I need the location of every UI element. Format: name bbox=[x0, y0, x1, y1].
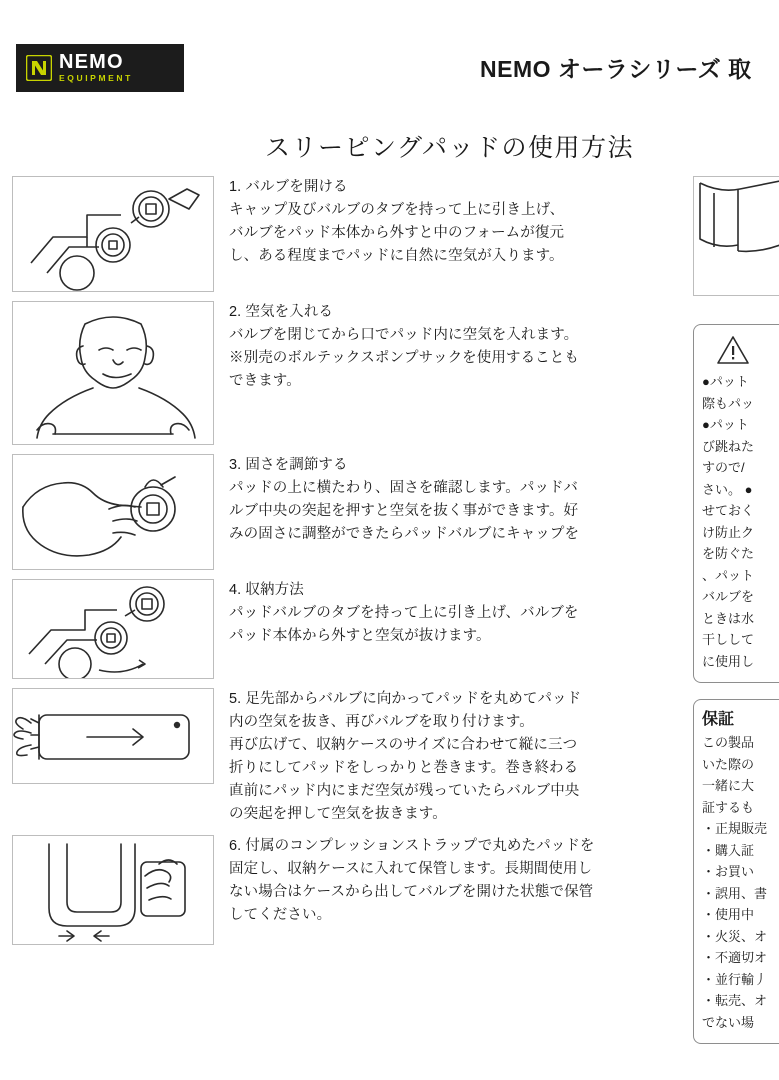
step-line: ルブ中央の突起を押すと空気を抜く事ができます。好 bbox=[229, 503, 579, 519]
warranty-line: この製品 bbox=[702, 735, 755, 750]
warning-triangle-icon bbox=[716, 335, 750, 365]
warning-line: び跳ねた bbox=[702, 438, 755, 454]
warranty-line: ・火災、オ bbox=[702, 928, 768, 944]
person-inflating-pad-icon bbox=[12, 301, 214, 445]
step-line: みの固さに調整ができたらパッドバルブにキャップを bbox=[229, 526, 580, 542]
step-line: パッドバルブのタブを持って上に引き上げ、バルブを bbox=[229, 605, 579, 621]
warning-line: 際もパッ bbox=[702, 395, 755, 411]
step-line: 4. 収納方法 bbox=[229, 582, 304, 598]
right-column bbox=[693, 176, 779, 1044]
list-item bbox=[12, 176, 662, 292]
step-line: 固定し、収納ケースに入れて保管します。長期間使用し bbox=[229, 861, 593, 877]
warranty-heading: 保証 bbox=[702, 711, 735, 728]
steps-list bbox=[12, 176, 662, 954]
warranty-line: 一緒に大 bbox=[702, 778, 755, 793]
compression-strap-hand-icon bbox=[12, 835, 214, 945]
warning-line: ●パット bbox=[702, 417, 749, 432]
step-line: 3. 固さを調節する bbox=[229, 457, 348, 473]
step-text bbox=[229, 688, 581, 826]
list-item bbox=[12, 301, 662, 445]
warranty-line: ・お買い bbox=[702, 864, 755, 879]
warranty-line: 証するも bbox=[702, 799, 755, 815]
warranty-panel bbox=[693, 699, 779, 1044]
step-line: ない場合はケースから出してバルブを開けた状態で保管 bbox=[229, 884, 594, 900]
step-line: 2. 空気を入れる bbox=[229, 304, 334, 320]
warranty-line: ・購入証 bbox=[702, 842, 755, 858]
step-line: できます。 bbox=[229, 373, 301, 389]
step-line: 1. バルブを開ける bbox=[229, 179, 348, 195]
step-text bbox=[229, 454, 579, 546]
step-line: 5. 足先部からバルブに向かってパッドを丸めてパッド bbox=[229, 691, 582, 707]
warranty-line: ・並行輸丿 bbox=[702, 971, 768, 987]
list-item bbox=[12, 835, 662, 945]
nemo-logo-subtitle: EQUIPMENT bbox=[59, 73, 133, 83]
nemo-logo-name: NEMO bbox=[59, 51, 124, 73]
list-item bbox=[12, 579, 662, 679]
warning-line: ●パット bbox=[702, 374, 749, 389]
warning-line: に使用し bbox=[702, 653, 755, 669]
nemo-logo-text bbox=[59, 52, 133, 84]
pad-rolling-arrow-icon bbox=[12, 688, 214, 784]
pad-valve-open-diagram-icon bbox=[12, 176, 214, 292]
warning-panel bbox=[693, 324, 779, 683]
warning-line: すので/ bbox=[702, 460, 745, 475]
step-text bbox=[229, 579, 579, 648]
warranty-line: でない場 bbox=[702, 1014, 755, 1030]
warranty-line: ・正規販売 bbox=[702, 821, 768, 836]
document-header bbox=[0, 44, 779, 94]
step-text bbox=[229, 835, 595, 927]
hand-pressing-valve-icon bbox=[12, 454, 214, 570]
step-line: 折りにしてパッドをしっかりと巻きます。巻き終わる bbox=[229, 760, 579, 776]
pad-corner-detail-icon bbox=[693, 176, 779, 296]
nemo-n-mark-icon bbox=[26, 55, 52, 81]
step-text bbox=[229, 301, 579, 393]
pad-valve-remove-diagram-icon bbox=[12, 579, 214, 679]
step-line: してください。 bbox=[229, 907, 332, 923]
step-line: バルブを閉じてから口でパッド内に空気を入れます。 bbox=[229, 327, 579, 343]
nemo-logo bbox=[16, 44, 184, 92]
warning-line: せておく bbox=[702, 503, 755, 518]
warning-line: け防止ク bbox=[702, 524, 755, 540]
section-heading: スリーピングパッドの使用方法 bbox=[265, 134, 635, 162]
step-line: バルブをパッド本体から外すと中のフォームが復元 bbox=[229, 225, 565, 241]
warning-line: 干しして bbox=[702, 632, 755, 647]
warranty-line: ・使用中 bbox=[702, 907, 755, 922]
step-line: パッド本体から外すと空気が抜けます。 bbox=[229, 628, 491, 644]
step-line: し、ある程度までパッドに自然に空気が入ります。 bbox=[229, 248, 564, 264]
warranty-line: ・転売、オ bbox=[702, 993, 768, 1008]
warning-line: さい。 ● bbox=[702, 481, 753, 497]
warning-line: バルブを bbox=[702, 589, 755, 604]
warranty-line: ・不適切オ bbox=[702, 950, 768, 965]
step-line: 内の空気を抜き、再びバルブを取り付けます。 bbox=[229, 714, 534, 730]
step-text bbox=[229, 176, 564, 268]
list-item bbox=[12, 454, 662, 570]
warranty-line: いた際の bbox=[702, 756, 755, 772]
step-line: ※別売のボルテックスポンプサックを使用することも bbox=[229, 350, 579, 366]
step-line: の突起を押して空気を抜きます。 bbox=[229, 806, 447, 822]
step-line: 再び広げて、収納ケースのサイズに合わせて縦に三つ bbox=[229, 737, 578, 753]
warning-line: を防ぐた bbox=[702, 546, 755, 561]
warranty-text bbox=[702, 732, 779, 1033]
step-line: パッドの上に横たわり、固さを確認します。パッドバ bbox=[229, 480, 578, 496]
warning-line: 、パット bbox=[702, 567, 755, 583]
warranty-line: ・誤用、書 bbox=[702, 885, 768, 901]
step-line: 6. 付属のコンプレッションストラップで丸めたパッドを bbox=[229, 838, 595, 854]
step-line: キャップ及びバルブのタブを持って上に引き上げ、 bbox=[229, 202, 565, 218]
list-item bbox=[12, 688, 662, 826]
step-line: 直前にパッド内にまだ空気が残っていたらバルブ中央 bbox=[229, 783, 580, 799]
page-title: NEMO オーラシリーズ 取 bbox=[480, 56, 752, 82]
warning-line: ときは水 bbox=[702, 610, 755, 626]
warning-text bbox=[702, 371, 779, 672]
